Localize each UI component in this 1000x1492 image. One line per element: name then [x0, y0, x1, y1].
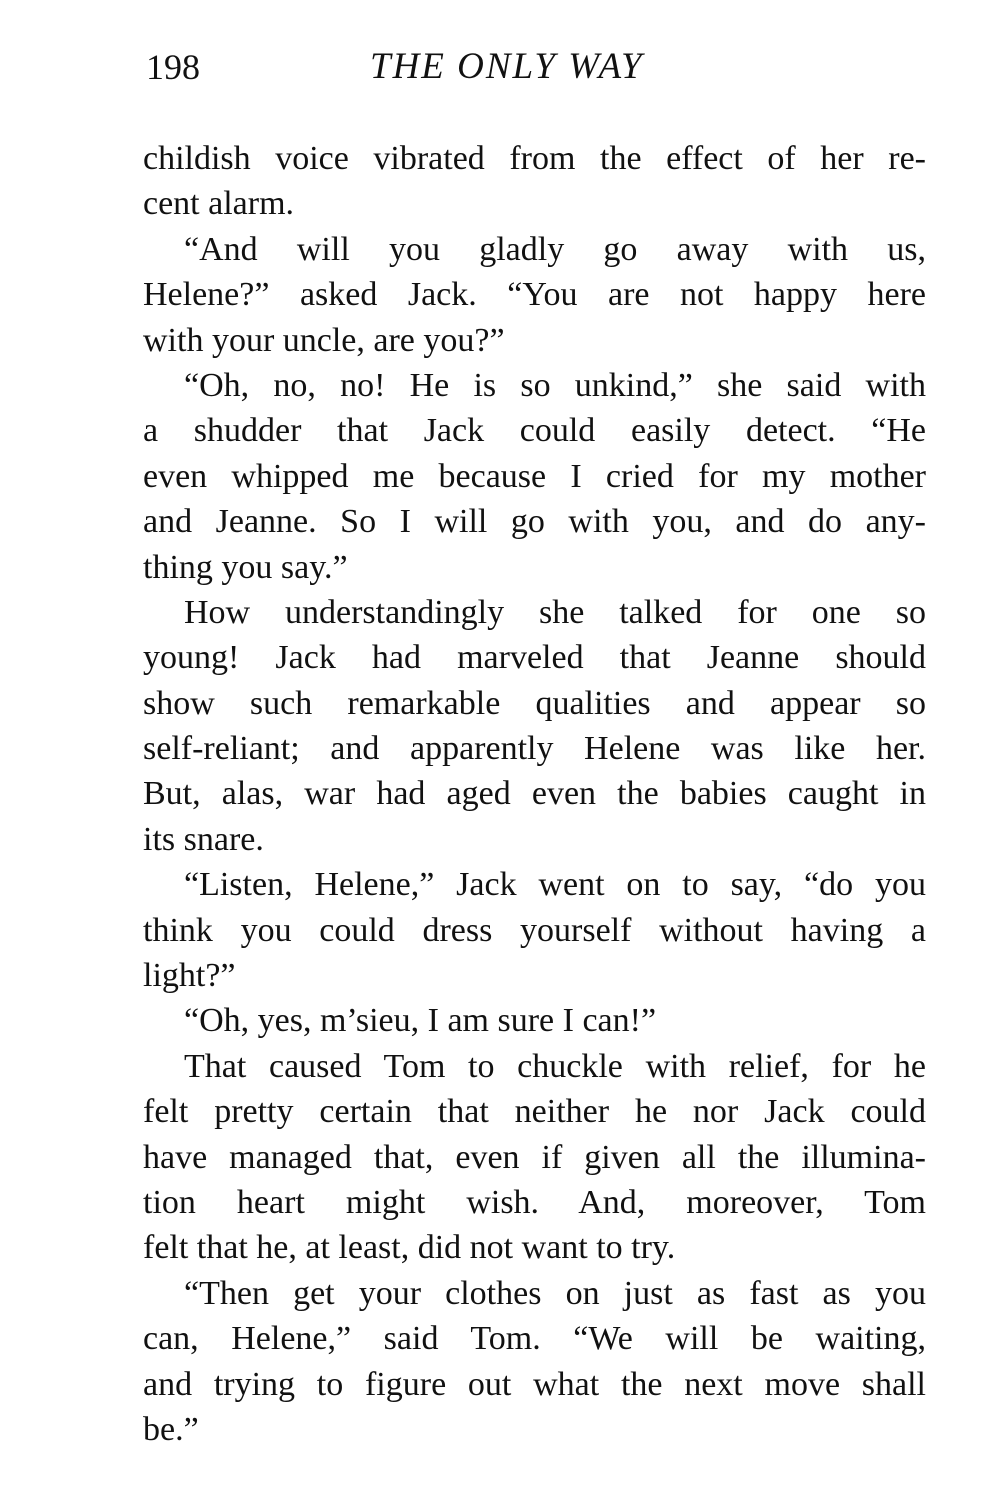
text-line: That caused Tom to chuckle with relief, for he	[184, 1047, 926, 1085]
paragraph	[143, 227, 926, 363]
text-line: How understandingly she talked for one so	[184, 593, 926, 631]
text-line: its snare.	[143, 820, 264, 858]
text-line: young! Jack had marveled that Jeanne should	[143, 639, 926, 677]
running-title: THE ONLY WAY	[370, 46, 644, 87]
text-line: “Listen, Helene,” Jack went on to say, “do you	[184, 866, 926, 904]
paragraph	[143, 1044, 926, 1271]
paragraph	[143, 1271, 926, 1453]
running-head	[0, 44, 1000, 94]
text-line: “Oh, yes, m’sieu, I am sure I can!”	[184, 1002, 657, 1040]
paragraph	[143, 862, 926, 998]
text-line: self-reliant; and apparently Helene was like her.	[143, 730, 926, 768]
text-line: be.”	[143, 1410, 199, 1448]
text-line: felt that he, at least, did not want to try.	[143, 1229, 676, 1267]
text-line: and Jeanne. So I will go with you, and do any-	[143, 503, 926, 541]
paragraph	[143, 590, 926, 862]
text-line: thing you say.”	[143, 548, 348, 586]
body-text	[143, 136, 926, 1452]
text-line: But, alas, war had aged even the babies caught in	[143, 775, 926, 813]
text-line: light?”	[143, 957, 236, 995]
paragraph	[143, 998, 926, 1043]
text-line: with your uncle, are you?”	[143, 321, 505, 359]
text-line: Helene?” asked Jack. “You are not happy here	[143, 276, 926, 314]
text-line: and trying to figure out what the next move shall	[143, 1365, 926, 1403]
text-line: think you could dress yourself without having a	[143, 911, 926, 949]
text-line: a shudder that Jack could easily detect. “He	[143, 412, 926, 450]
text-line: “And will you gladly go away with us,	[184, 230, 926, 268]
text-line: even whipped me because I cried for my mother	[143, 457, 926, 495]
text-line: felt pretty certain that neither he nor Jack could	[143, 1093, 926, 1131]
text-line: childish voice vibrated from the effect of her re-	[143, 140, 926, 177]
text-line: show such remarkable qualities and appear so	[143, 684, 926, 722]
paragraph	[143, 363, 926, 590]
text-line: cent alarm.	[143, 185, 295, 223]
text-line: “Then get your clothes on just as fast as you	[184, 1274, 926, 1312]
text-line: can, Helene,” said Tom. “We will be waiting,	[143, 1320, 926, 1358]
text-line: have managed that, even if given all the illumina-	[143, 1138, 926, 1176]
page-number: 198	[146, 47, 200, 87]
text-line: tion heart might wish. And, moreover, Tom	[143, 1183, 926, 1221]
paragraph	[143, 136, 926, 227]
text-line: “Oh, no, no! He is so unkind,” she said with	[184, 366, 926, 404]
